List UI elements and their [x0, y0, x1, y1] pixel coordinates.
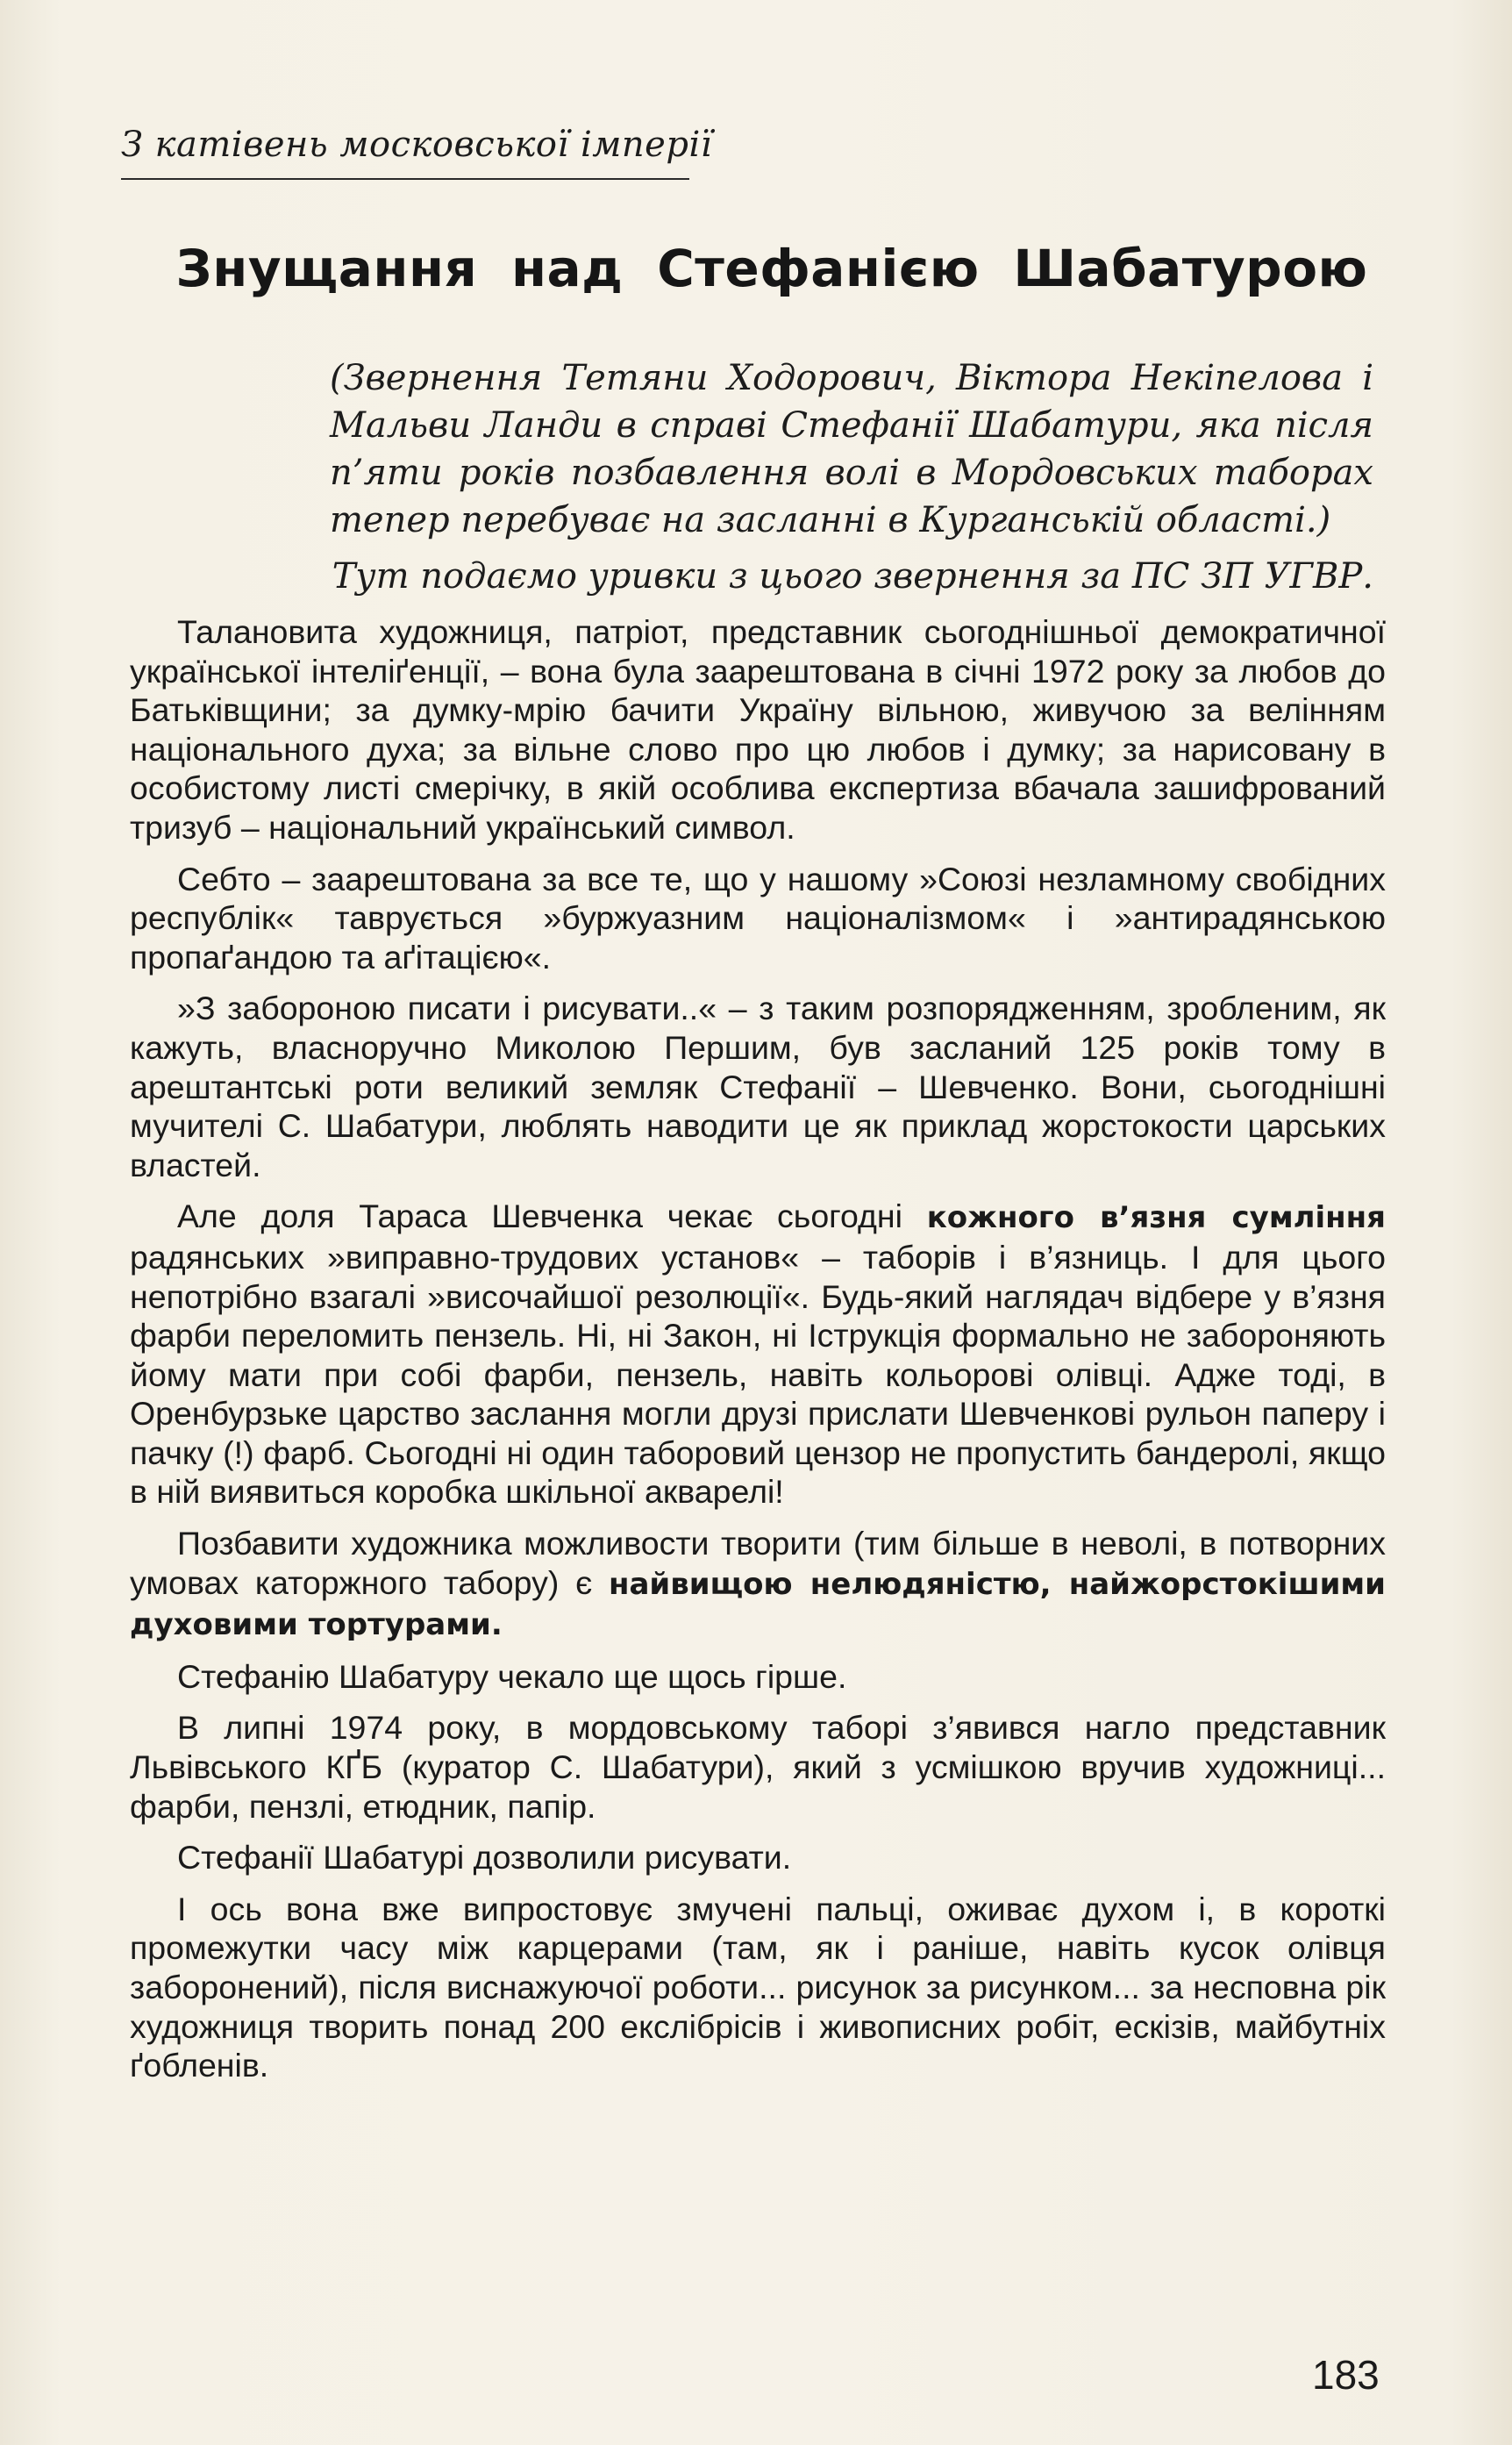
paragraph: В липні 1974 року, в мордовському таборі з’явився нагло представник Львівського КҐБ (куратор С. Шабатури), який з усмішкою вручив художниці... фарби, пензлі, етюдник, папір.	[130, 1709, 1386, 1825]
emphasis-text: найвищою нелюдяністю, найжорстокішими духовими тортурами.	[130, 1566, 1387, 1643]
paragraph: Стефанії Шабатурі дозволили рисувати.	[177, 1839, 792, 1877]
paragraph-text: радянських »виправно-трудових установ« – таборів і в’язниць. І для цього непотрібно взагалі »височайшої резолюції«. Будь-який наглядач відбере у в’язня фарби переломить пензель. Ні, ні Закон, ні Іструкція формально не забороняють йому мати при собі фарби, пензель, навіть кольорові олівці. Адже тоді, в Оренбурзьке царство заслання могли друзі прислати Шевченкові рульон паперу і пачку (!) фарб. Сьогодні ні один таборовий цензор не пропустить бандеролі, якщо в ній виявиться коробка шкільної акварелі!	[130, 1238, 1386, 1511]
paragraph: І ось вона вже випростовує змучені пальці, оживає духом і, в короткі промежутки часу між карцерами (там, як і раніше, навіть кусок олівця заборонений), після виснажуючої роботи... рисунок за рисунком... за несповна рік художниця творить понад 200 екслібрісів і живописних робіт, ескізів, майбутніх ґобленів.	[130, 1890, 1386, 2084]
article-title: Знущання над Стефанією Шабатурою	[175, 239, 1368, 298]
paragraph	[130, 1197, 1386, 1512]
paragraph: Стефанію Шабатуру чекало ще щось гірше.	[177, 1657, 847, 1695]
paragraph: Себто – заарештована за все те, що у нашому »Союзі незламному свобідних республік« таврується »буржуазним націоналізмом« і »антирадянською пропаґандою та аґітацією«.	[130, 860, 1386, 976]
paragraph-text: Але доля Тараса Шевченка чекає сьогодні	[177, 1197, 927, 1235]
source-note: Тут подаємо уривки з цього звернення за ПС ЗП УГВР.	[332, 556, 1373, 597]
paragraph	[130, 1524, 1386, 1645]
article-intro: (Звернення Тетяни Ходорович, Віктора Некіпелова і Мальви Ланди в справі Стефанії Шабатури, яка після п’яти років позбавлення волі в Мордовських таборах тепер перебуває на засланні в Курганській області.)	[330, 358, 1373, 540]
page-number: 183	[1312, 2352, 1380, 2398]
running-head-rule	[121, 178, 689, 180]
paragraph-text: Позбавити художника можливости творити (тим більше в неволі, в потворних умовах каторжного табору) є	[130, 1525, 1386, 1601]
emphasis-text: кожного в’язня сумління	[926, 1200, 1386, 1236]
paragraph: Талановита художниця, патріот, представник сьогоднішньої демократичної української інтеліґенції, – вона була заарештована в січні 1972 року за любов до Батьківщини; за думку-мрію бачити Україну вільною, живучою за велінням національного духа; за вільне слово про цю любов і думку; за нарисовану в особистому листі смерічку, в якій особлива експертиза вбачала зашифрований тризуб – національний український символ.	[130, 613, 1386, 846]
paragraph: »З забороною писати і рисувати..« – з таким розпорядженням, зробленим, як кажуть, власноручно Миколою Першим, був засланий 125 років тому в арештантські роти великий земляк Стефанії – Шевченко. Вони, сьогоднішні мучителі С. Шабатури, люблять наводити це як приклад жорстокости царських властей.	[130, 990, 1386, 1183]
article-body	[130, 612, 1386, 2098]
running-head: З катівень московської імперії	[121, 125, 713, 165]
